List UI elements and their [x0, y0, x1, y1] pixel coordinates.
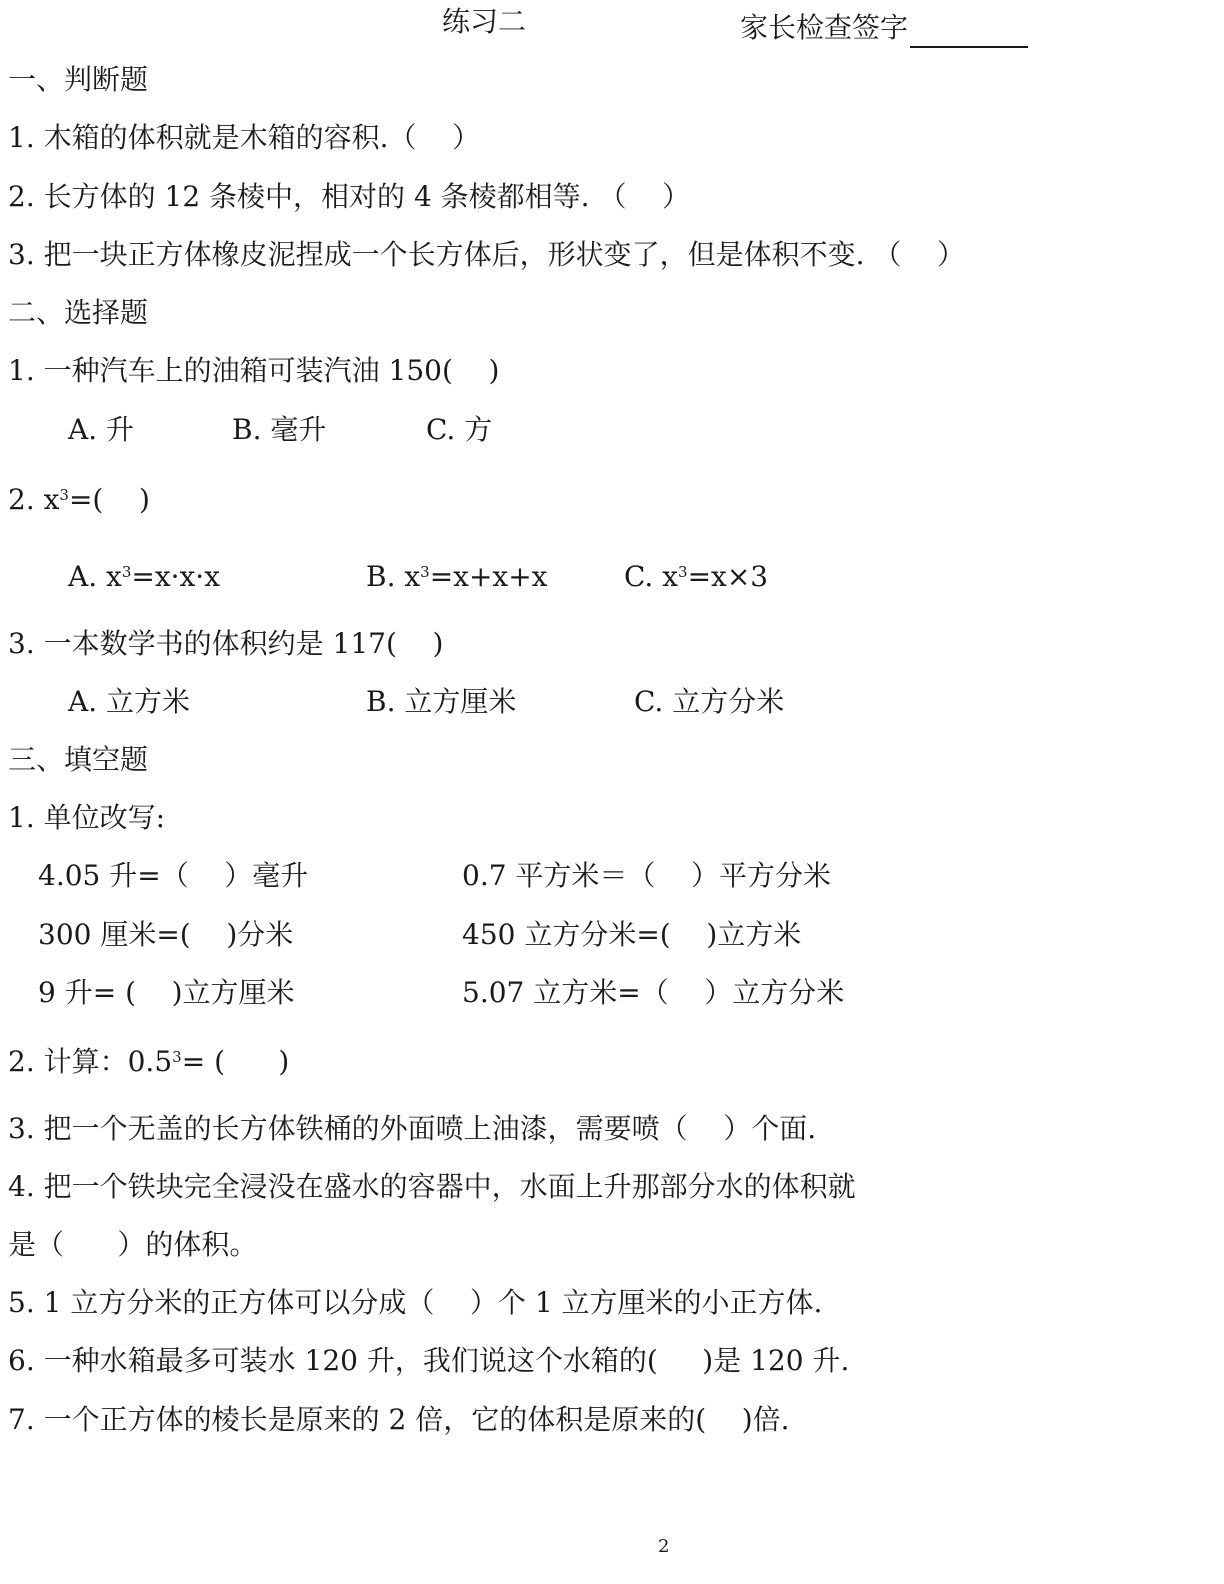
choice-q3: 3. 一本数学书的体积约是 117( ): [8, 627, 444, 660]
conversion-5: 9 升= ( )立方厘米: [38, 976, 295, 1009]
choice-q3-option-b: B. 立方厘米: [366, 685, 517, 718]
choice-q1: 1. 一种汽车上的油箱可装汽油 150( ): [8, 354, 500, 387]
page-title: 练习二: [442, 5, 527, 38]
section2-heading: 二、选择题: [8, 296, 149, 329]
choice-q2-option-c: C. $x^3=x\times 3$: [624, 560, 769, 593]
fill-q7: 7. 一个正方体的棱长是原来的 2 倍，它的体积是原来的( )倍.: [8, 1403, 790, 1436]
choice-q2-option-a: A. $x^3=x\cdot x\cdot x$: [68, 560, 220, 593]
conversion-3: 300 厘米=( )分米: [38, 918, 294, 951]
signature-blank[interactable]: [910, 20, 1028, 48]
choice-q1-option-a: A. 升: [68, 413, 135, 446]
page-number: 2: [658, 1536, 670, 1557]
fill-q4-line2: 是（ ）的体积。: [8, 1228, 258, 1261]
conversion-4: 450 立方分米=( )立方米: [462, 918, 802, 951]
fill-q3: 3. 把一个无盖的长方体铁桶的外面喷上油漆，需要喷（ ）个面.: [8, 1112, 817, 1145]
fill-q4-line1: 4. 把一个铁块完全浸没在盛水的容器中，水面上升那部分水的体积就: [8, 1170, 856, 1203]
fill-q1-label: 1. 单位改写:: [8, 801, 166, 834]
choice-q2-option-b: B. $x^3=x+x+x$: [366, 560, 548, 593]
section1-heading: 一、判断题: [8, 63, 149, 96]
parent-signature: [740, 8, 1028, 48]
fill-q5: 5. 1 立方分米的正方体可以分成（ ）个 1 立方厘米的小正方体.: [8, 1286, 823, 1319]
judge-item-2: 2. 长方体的 12 条棱中，相对的 4 条棱都相等. （ ）: [8, 180, 691, 213]
choice-q3-option-a: A. 立方米: [68, 685, 191, 718]
conversion-1: 4.05 升=（ ）毫升: [38, 859, 309, 892]
choice-q1-option-c: C. 方: [426, 413, 493, 446]
choice-q2: 2. $x^3=$( ): [8, 483, 150, 516]
judge-item-1: 1. 木箱的体积就是木箱的容积.（ ）: [8, 121, 481, 154]
conversion-2: 0.7 平方米＝（ ）平方分米: [462, 859, 832, 892]
fill-q2: 2. 计算：$0.5^3=$ ( ): [8, 1045, 290, 1078]
conversion-6: 5.07 立方米=（ ）立方分米: [462, 976, 845, 1009]
fill-q6: 6. 一种水箱最多可装水 120 升，我们说这个水箱的( )是 120 升.: [8, 1344, 850, 1377]
signature-label: 家长检查签字: [740, 11, 909, 44]
section3-heading: 三、填空题: [8, 743, 149, 776]
choice-q3-option-c: C. 立方分米: [634, 685, 785, 718]
choice-q1-option-b: B. 毫升: [232, 413, 327, 446]
judge-item-3: 3. 把一块正方体橡皮泥捏成一个长方体后，形状变了，但是体积不变. （ ）: [8, 238, 966, 271]
